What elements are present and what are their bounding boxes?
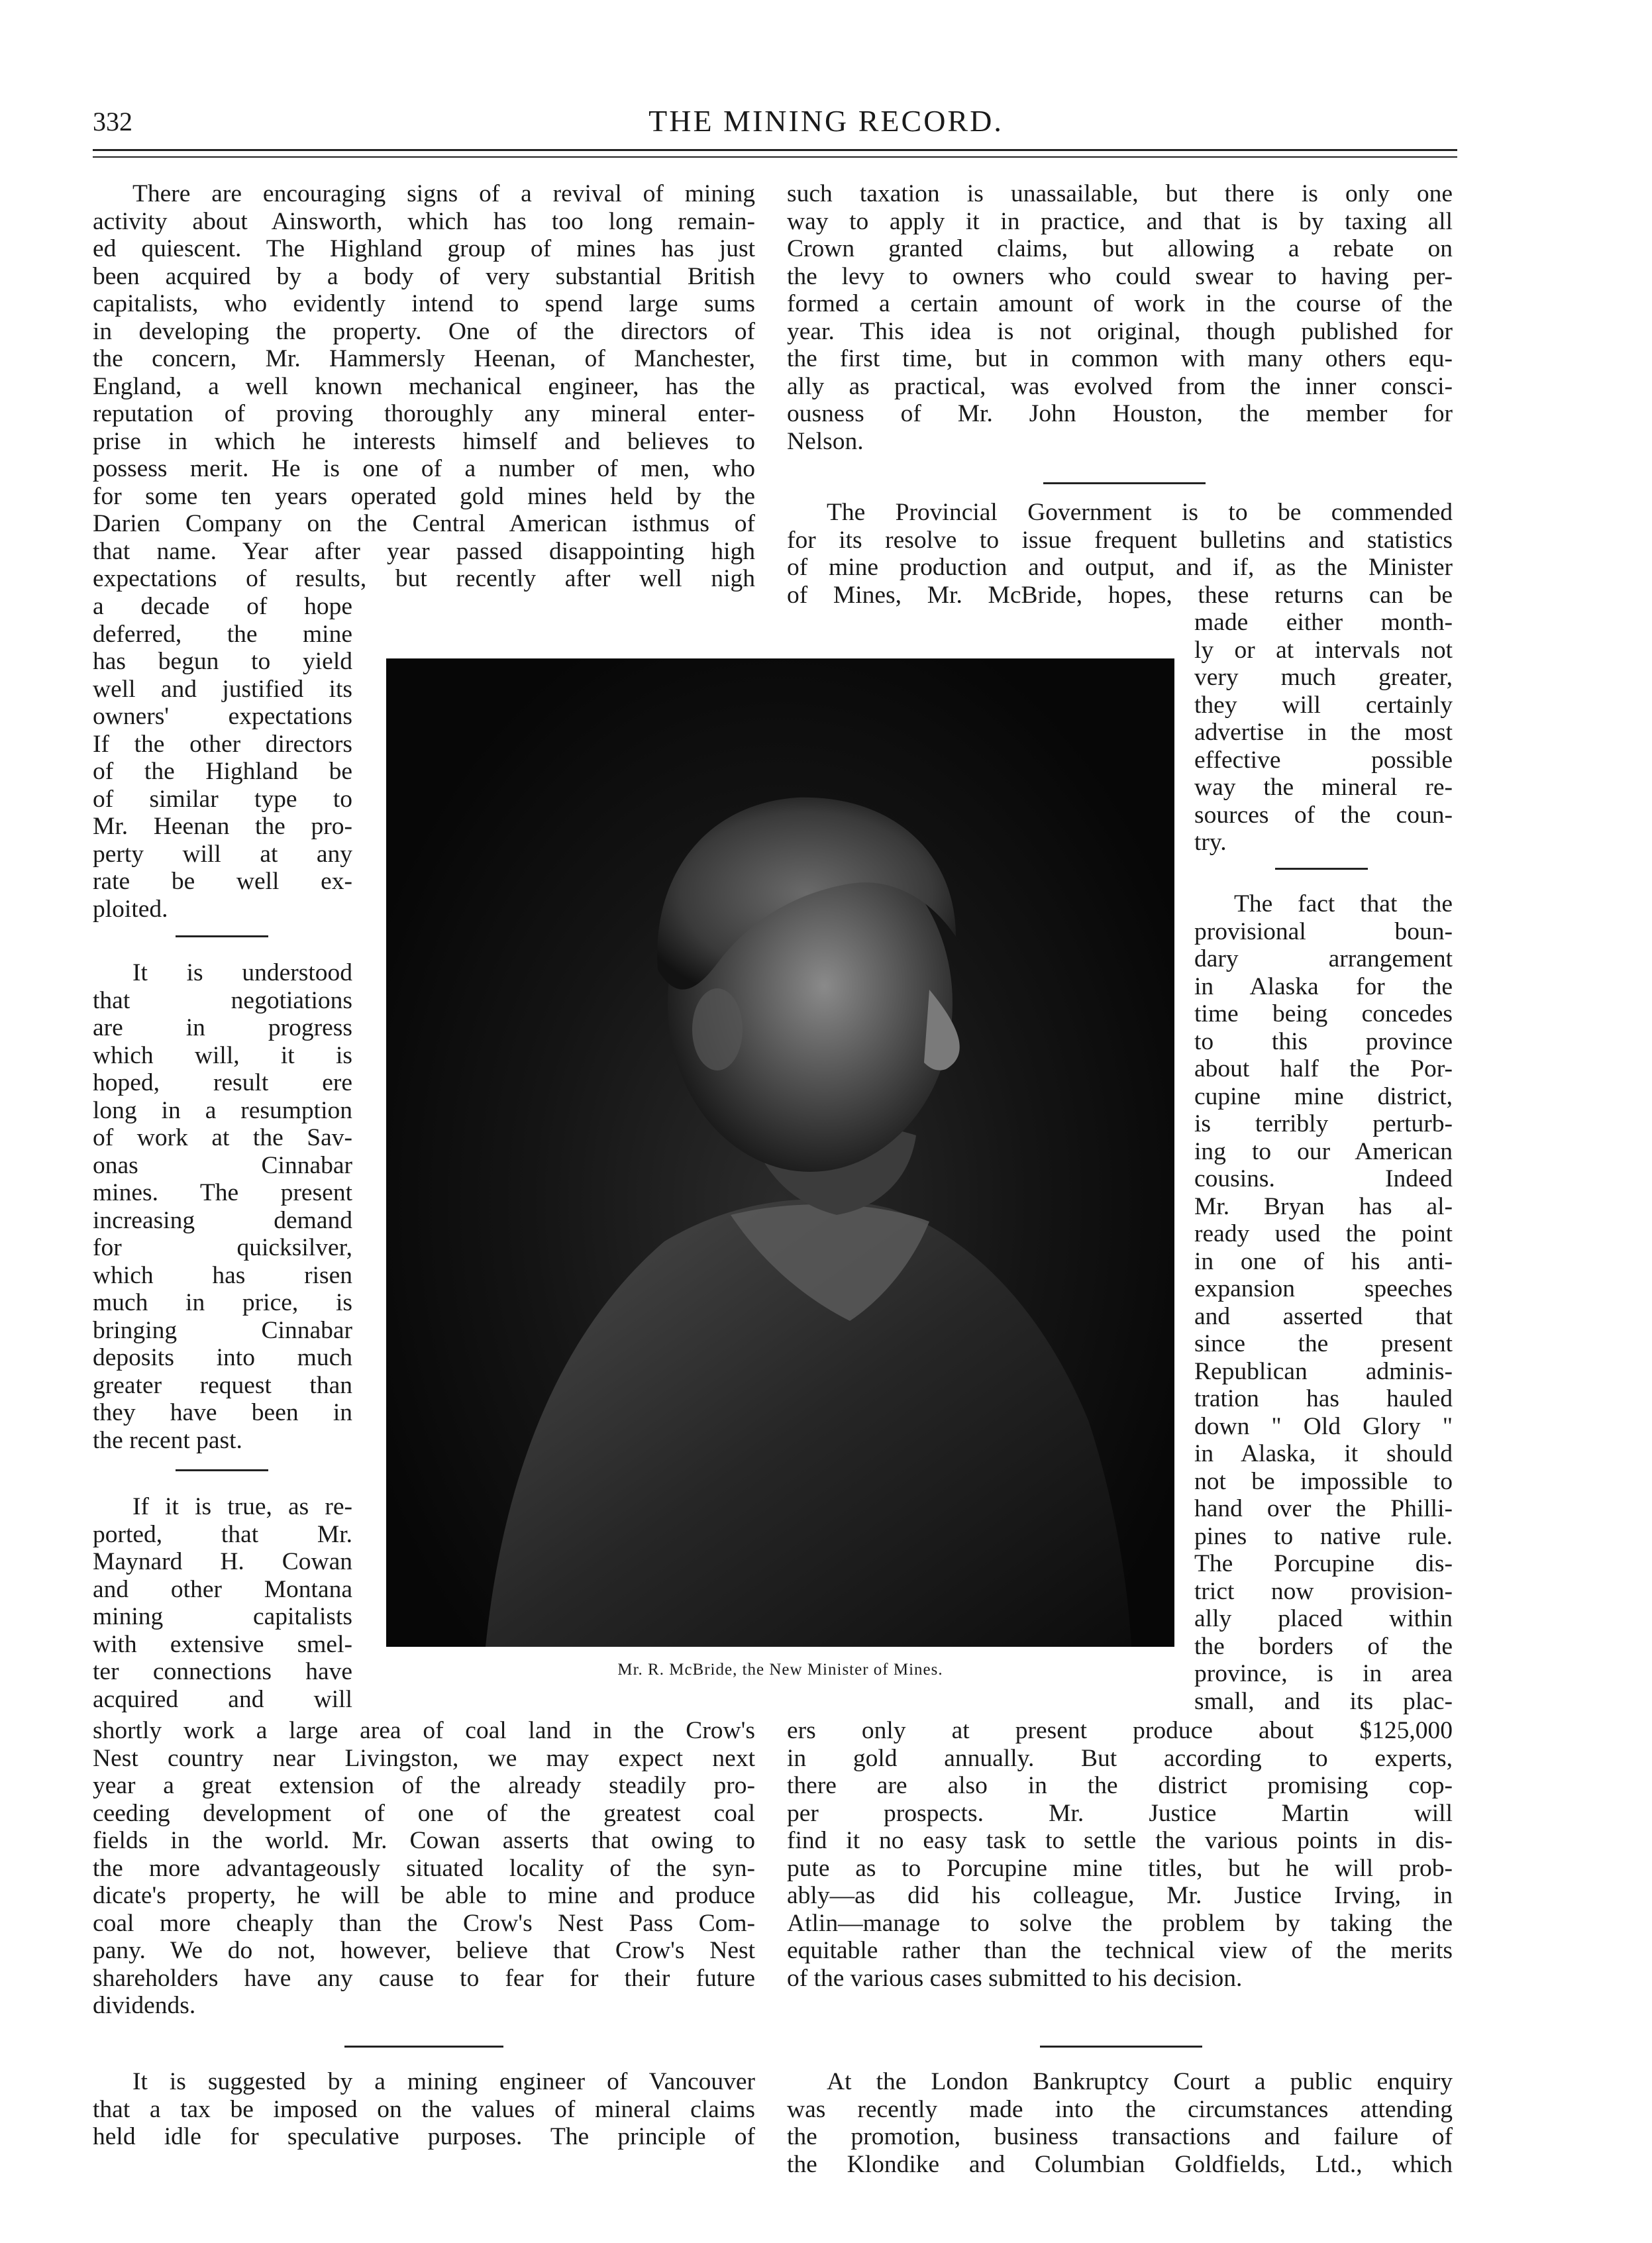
- text-line: pute as to Porcupine mine titles, but he will prob-: [787, 1854, 1453, 1882]
- text-line: Crown granted claims, but allowing a rebate on: [787, 235, 1453, 262]
- text-line: and asserted that: [1194, 1302, 1453, 1330]
- text-line: ally as practical, was evolved from the inner consci-: [787, 372, 1453, 400]
- text-line: ers only at present produce about $125,000: [787, 1717, 1453, 1744]
- text-line: much in price, is: [93, 1289, 352, 1316]
- text-line: tration has hauled: [1194, 1385, 1453, 1412]
- text-line: possess merit. He is one of a number of men, who: [93, 455, 755, 482]
- text-line: coal more cheaply than the Crow's Nest Pass Com-: [93, 1909, 755, 1937]
- section-divider: [176, 1469, 268, 1471]
- photo-caption: Mr. R. McBride, the New Minister of Mines.: [617, 1661, 943, 1679]
- text-line: since the present: [1194, 1330, 1453, 1357]
- text-line: rate be well ex-: [93, 868, 352, 895]
- text-line: perty will at any: [93, 840, 352, 868]
- text-line: find it no easy task to settle the various points in dis-: [787, 1827, 1453, 1854]
- text-line: way the mineral re-: [1194, 774, 1453, 801]
- text-line: bringing Cinnabar: [93, 1316, 352, 1344]
- text-line: of work at the Sav-: [93, 1124, 352, 1151]
- text-line: of mine production and output, and if, as the Minister: [787, 554, 1453, 581]
- text-line: for quicksilver,: [93, 1234, 352, 1261]
- text-line: which will, it is: [93, 1041, 352, 1069]
- text-line: ing to our American: [1194, 1137, 1453, 1165]
- text-line: ter connections have: [93, 1658, 352, 1685]
- text-line: they will certainly: [1194, 691, 1453, 719]
- article-provincial-government-continued: [1194, 609, 1453, 857]
- text-line: Republican adminis-: [1194, 1357, 1453, 1385]
- text-line: ly or at intervals not: [1194, 636, 1453, 664]
- text-line: advertise in the most: [1194, 719, 1453, 746]
- text-line: ported, that Mr.: [93, 1520, 352, 1548]
- text-line: held idle for speculative purposes. The principle of: [93, 2123, 755, 2150]
- text-line: in one of his anti-: [1194, 1247, 1453, 1275]
- section-divider: [176, 935, 268, 937]
- text-line: the first time, but in common with many others equ-: [787, 345, 1453, 372]
- text-line: not be impossible to: [1194, 1467, 1453, 1495]
- text-line: The Provincial Government is to be commended: [827, 499, 1453, 526]
- text-line: provisional boun-: [1194, 917, 1453, 945]
- text-line: The Porcupine dis-: [1194, 1550, 1453, 1577]
- text-line: the Klondike and Columbian Goldfields, Ltd., which: [787, 2150, 1453, 2178]
- text-line: At the London Bankruptcy Court a public enquiry: [827, 2068, 1453, 2095]
- page-number: 332: [93, 107, 132, 136]
- text-line: of the various cases submitted to his decision.: [787, 1964, 1243, 1992]
- text-line: There are encouraging signs of a revival of mining: [132, 180, 755, 207]
- text-line: trict now provision-: [1194, 1577, 1453, 1605]
- text-line: long in a resumption: [93, 1096, 352, 1124]
- article-alaska-boundary-continued: [787, 1717, 1453, 1992]
- text-line: activity about Ainsworth, which has too long remain-: [93, 207, 755, 235]
- text-line: of the Highland be: [93, 758, 352, 785]
- section-divider: [1040, 2046, 1202, 2048]
- text-line: in Alaska, it should: [1194, 1440, 1453, 1467]
- text-line: dividends.: [93, 1992, 196, 2019]
- text-line: of Mines, Mr. McBride, hopes, these returns can be: [787, 581, 1453, 609]
- text-line: Nelson.: [787, 427, 864, 455]
- text-line: ably—as did his colleague, Mr. Justice Irving, in: [787, 1882, 1453, 1909]
- text-line: for its resolve to issue frequent bulletins and statistics: [787, 526, 1453, 554]
- text-line: ceeding development of one of the greatest coal: [93, 1799, 755, 1827]
- text-line: Darien Company on the Central American isthmus of: [93, 510, 755, 537]
- text-line: It is understood: [132, 959, 352, 986]
- text-line: they have been in: [93, 1399, 352, 1426]
- text-line: made either month-: [1194, 609, 1453, 636]
- text-line: pines to native rule.: [1194, 1522, 1453, 1550]
- article-cowan-coal: [93, 1493, 352, 1713]
- text-line: the promotion, business transactions and failure of: [787, 2123, 1453, 2150]
- text-line: England, a well known mechanical engineer, has the: [93, 372, 755, 400]
- text-line: a decade of hope: [93, 593, 352, 620]
- text-line: the borders of the: [1194, 1632, 1453, 1660]
- text-line: dicate's property, he will be able to mine and produce: [93, 1882, 755, 1909]
- text-line: Nest country near Livingston, we may expect next: [93, 1744, 755, 1772]
- text-line: effective possible: [1194, 746, 1453, 774]
- text-line: year. This idea is not original, though published for: [787, 317, 1453, 345]
- text-line: deposits into much: [93, 1344, 352, 1371]
- text-line: ousness of Mr. John Houston, the member for: [787, 400, 1453, 427]
- portrait-photo: [386, 658, 1174, 1647]
- text-line: greater request than: [93, 1371, 352, 1399]
- text-line: about half the Por-: [1194, 1055, 1453, 1082]
- text-line: formed a certain amount of work in the course of the: [787, 290, 1453, 317]
- text-line: hoped, result ere: [93, 1069, 352, 1096]
- text-line: the more advantageously situated locality of the syn-: [93, 1854, 755, 1882]
- text-line: sources of the coun-: [1194, 801, 1453, 829]
- text-line: onas Cinnabar: [93, 1151, 352, 1179]
- article-provincial-government: [787, 499, 1453, 609]
- text-line: The fact that the: [1234, 890, 1453, 917]
- text-line: reputation of proving thoroughly any mineral enter-: [93, 400, 755, 427]
- text-line: fields in the world. Mr. Cowan asserts that owing to: [93, 1827, 755, 1854]
- page-header: [0, 99, 1652, 146]
- text-line: ready used the point: [1194, 1220, 1453, 1247]
- text-line: shortly work a large area of coal land in the Crow's: [93, 1717, 755, 1744]
- text-line: If it is true, as re-: [132, 1493, 352, 1520]
- text-line: If the other directors: [93, 730, 352, 758]
- text-line: in developing the property. One of the directors of: [93, 317, 755, 345]
- text-line: the concern, Mr. Hammersly Heenan, of Manchester,: [93, 345, 755, 372]
- text-line: pany. We do not, however, believe that Crow's Nest: [93, 1937, 755, 1964]
- article-alaska-boundary: [1194, 890, 1453, 1715]
- article-ainsworth-continued: [93, 593, 352, 923]
- text-line: expansion speeches: [1194, 1275, 1453, 1302]
- text-line: in Alaska for the: [1194, 972, 1453, 1000]
- text-line: small, and its plac-: [1194, 1687, 1453, 1715]
- text-line: ed quiescent. The Highland group of mines has just: [93, 235, 755, 262]
- text-line: has begun to yield: [93, 648, 352, 675]
- text-line: cousins. Indeed: [1194, 1165, 1453, 1192]
- text-line: that name. Year after year passed disappointing high: [93, 537, 755, 565]
- text-line: Mr. Bryan has al-: [1194, 1192, 1453, 1220]
- text-line: Mr. Heenan the pro-: [93, 813, 352, 840]
- text-line: that a tax be imposed on the values of mineral claims: [93, 2095, 755, 2123]
- text-line: there are also in the district promising cop-: [787, 1772, 1453, 1799]
- text-line: ploited.: [93, 895, 168, 923]
- text-line: been acquired by a body of very substantial British: [93, 262, 755, 290]
- text-line: per prospects. Mr. Justice Martin will: [787, 1799, 1453, 1827]
- text-line: province, is in area: [1194, 1660, 1453, 1687]
- portrait-figure: [386, 658, 1174, 1647]
- text-line: owners' expectations: [93, 703, 352, 730]
- text-line: was recently made into the circumstances attending: [787, 2095, 1453, 2123]
- text-line: hand over the Philli-: [1194, 1495, 1453, 1522]
- text-line: Maynard H. Cowan: [93, 1548, 352, 1575]
- text-line: increasing demand: [93, 1206, 352, 1234]
- text-line: prise in which he interests himself and believes to: [93, 427, 755, 455]
- text-line: try.: [1194, 829, 1227, 856]
- article-klondike-goldfields: [787, 2068, 1453, 2178]
- text-line: deferred, the mine: [93, 620, 352, 648]
- text-line: the levy to owners who could swear to having per-: [787, 262, 1453, 290]
- text-line: shareholders have any cause to fear for their future: [93, 1964, 755, 1992]
- text-line: down " Old Glory ": [1194, 1412, 1453, 1440]
- text-line: to this province: [1194, 1027, 1453, 1055]
- text-line: ally placed within: [1194, 1605, 1453, 1632]
- section-divider: [1275, 868, 1368, 870]
- section-divider: [344, 2046, 503, 2048]
- text-line: acquired and will: [93, 1685, 352, 1713]
- article-savonas-cinnabar: [93, 959, 352, 1454]
- text-line: of similar type to: [93, 785, 352, 813]
- text-line: time being concedes: [1194, 1000, 1453, 1027]
- section-divider: [1043, 482, 1206, 484]
- header-rule-top: [93, 149, 1457, 151]
- text-line: capitalists, who evidently intend to spend large sums: [93, 290, 755, 317]
- article-mineral-tax: [93, 2068, 755, 2151]
- text-line: Atlin—manage to solve the problem by taking the: [787, 1909, 1453, 1937]
- article-cowan-coal-continued: [93, 1717, 755, 2020]
- text-line: and other Montana: [93, 1575, 352, 1603]
- text-line: year a great extension of the already steadily pro-: [93, 1772, 755, 1799]
- text-line: well and justified its: [93, 675, 352, 703]
- header-rule-bottom: [93, 156, 1457, 158]
- text-line: the recent past.: [93, 1426, 242, 1454]
- journal-title: THE MINING RECORD.: [648, 104, 1004, 138]
- text-line: cupine mine district,: [1194, 1082, 1453, 1110]
- text-line: equitable rather than the technical view of the merits: [787, 1937, 1453, 1964]
- text-line: such taxation is unassailable, but there is only one: [787, 180, 1453, 207]
- text-line: mining capitalists: [93, 1603, 352, 1630]
- text-line: which has risen: [93, 1261, 352, 1289]
- article-ainsworth: [93, 180, 755, 593]
- text-line: expectations of results, but recently after well nigh: [93, 565, 755, 592]
- text-line: are in progress: [93, 1014, 352, 1041]
- text-line: very much greater,: [1194, 664, 1453, 691]
- text-line: mines. The present: [93, 1179, 352, 1206]
- text-line: in gold annually. But according to experts,: [787, 1744, 1453, 1772]
- text-line: that negotiations: [93, 986, 352, 1014]
- text-line: It is suggested by a mining engineer of Vancouver: [132, 2068, 755, 2095]
- text-line: is terribly perturb-: [1194, 1110, 1453, 1137]
- text-line: for some ten years operated gold mines held by the: [93, 482, 755, 510]
- text-line: dary arrangement: [1194, 945, 1453, 972]
- text-line: with extensive smel-: [93, 1630, 352, 1658]
- text-line: way to apply it in practice, and that is by taxing all: [787, 207, 1453, 235]
- article-mineral-tax-continued: [787, 180, 1453, 455]
